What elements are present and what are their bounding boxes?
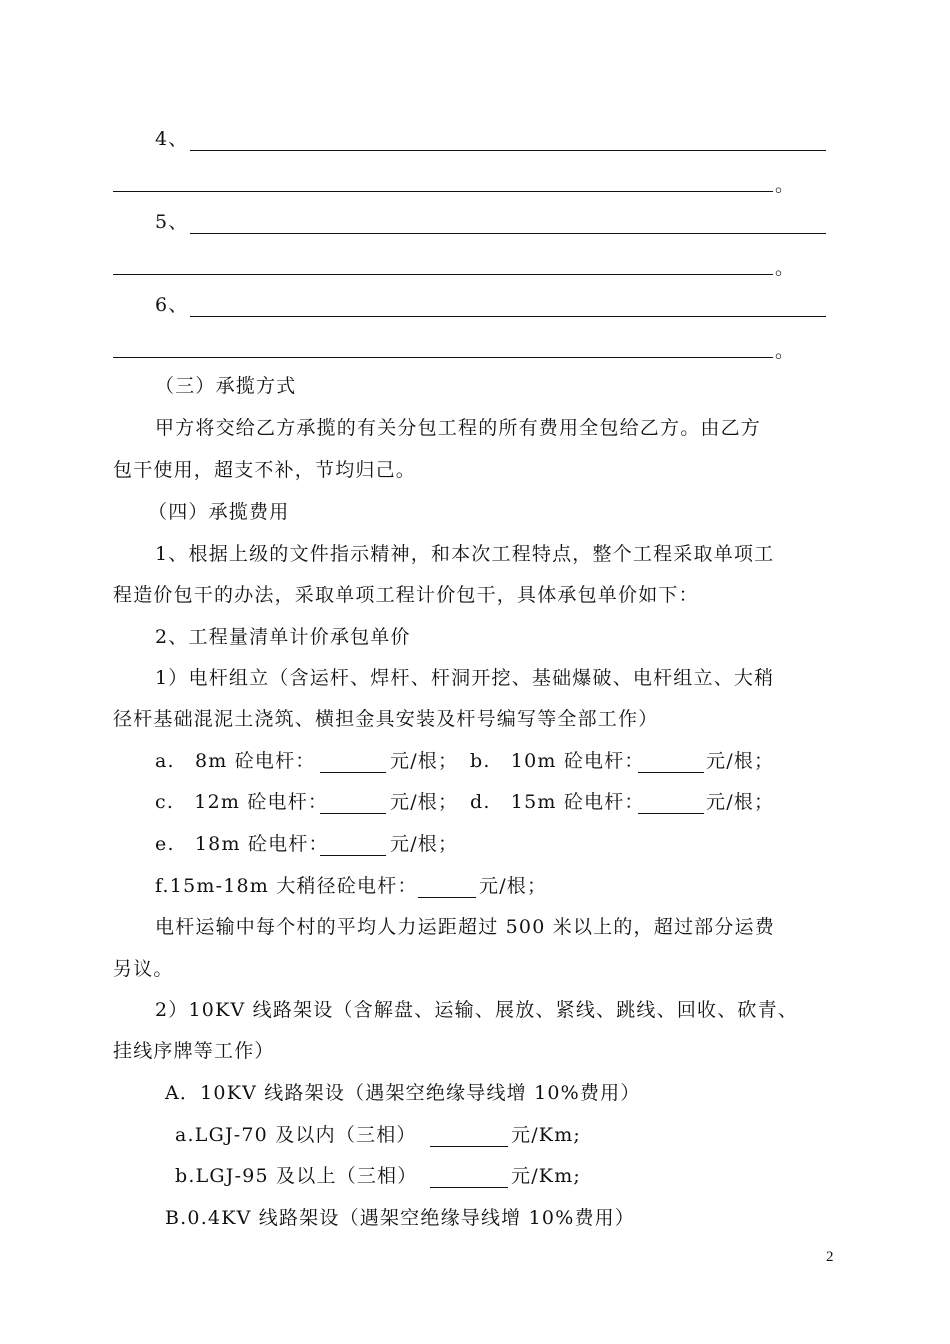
A-b-label: b.LGJ-95 及以上（三相） (175, 1165, 418, 1187)
pole-c-unit: 元/根； (390, 791, 459, 813)
pole-f-label: f.15m-18m 大稍径砼电杆： (155, 875, 418, 897)
blank-line-6b (113, 357, 773, 358)
sub-2-line2: 挂线序牌等工作） (113, 1040, 275, 1062)
A-a-label: a.LGJ-70 及以内（三相） (175, 1124, 417, 1146)
pole-c-blank (320, 813, 386, 814)
pole-e-label: e. 18m 砼电杆： (155, 833, 329, 855)
pole-e-blank (320, 855, 386, 856)
blank-line-4b (113, 191, 773, 192)
sub-1-line2: 径杆基础混泥土浇筑、横担金具安装及杆号编写等全部工作） (113, 708, 659, 730)
transport-note-line2: 另议。 (113, 958, 174, 980)
pole-a-label: a. 8m 砼电杆： (155, 750, 316, 772)
section-3-heading: （三）承揽方式 (155, 375, 297, 397)
sub-2-line1: 2）10KV 线路架设（含解盘、运输、展放、紧线、跳线、回收、砍青、 (155, 999, 799, 1021)
blank-line-6a (190, 316, 826, 317)
pole-f-blank (418, 897, 476, 898)
section-3-para-line2: 包干使用，超支不补，节均归己。 (113, 459, 417, 481)
pole-b-label: b. 10m 砼电杆： (470, 750, 645, 772)
item-1-line1: 1、根据上级的文件指示精神，和本次工程特点，整个工程采取单项工 (155, 543, 775, 565)
item-5-period: 。 (775, 257, 795, 279)
section-4-heading: （四）承揽费用 (148, 501, 290, 523)
item-1-line2: 程造价包干的办法，采取单项工程计价包干，具体承包单价如下： (113, 584, 699, 606)
transport-note-line1: 电杆运输中每个村的平均人力运距超过 500 米以上的，超过部分运费 (155, 916, 775, 938)
sub-1-line1: 1）电杆组立（含运杆、焊杆、杆洞开挖、基础爆破、电杆组立、大稍 (155, 667, 775, 689)
pole-d-unit: 元/根； (706, 791, 775, 813)
blank-line-5a (190, 233, 826, 234)
section-3-para-line1: 甲方将交给乙方承揽的有关分包工程的所有费用全包给乙方。由乙方 (155, 417, 762, 439)
A-b-blank (430, 1187, 508, 1188)
item-4-number: 4、 (155, 128, 189, 150)
item-6-period: 。 (775, 340, 795, 362)
pole-b-unit: 元/根； (706, 750, 775, 772)
pole-d-label: d. 15m 砼电杆： (470, 791, 645, 813)
pole-e-unit: 元/根； (390, 833, 459, 855)
A-b-unit: 元/Km; (511, 1165, 582, 1187)
A-a-blank (430, 1146, 508, 1147)
pole-d-blank (638, 813, 704, 814)
pole-c-label: c. 12m 砼电杆： (155, 791, 329, 813)
blank-line-4a (190, 150, 826, 151)
item-6-number: 6、 (155, 294, 189, 316)
item-2-heading: 2、工程量清单计价承包单价 (155, 626, 411, 648)
pole-a-blank (320, 772, 386, 773)
item-4-period: 。 (775, 174, 795, 196)
page-number: 2 (826, 1249, 834, 1265)
pole-f-unit: 元/根； (479, 875, 548, 897)
item-5-number: 5、 (155, 211, 189, 233)
A-a-unit: 元/Km; (511, 1124, 582, 1146)
blank-line-5b (113, 274, 773, 275)
pole-a-unit: 元/根； (390, 750, 459, 772)
section-B-heading: B.0.4KV 线路架设（遇架空绝缘导线增 10%费用） (165, 1207, 636, 1229)
pole-b-blank (638, 772, 704, 773)
section-A-heading: A．10KV 线路架设（遇架空绝缘导线增 10%费用） (165, 1082, 641, 1104)
